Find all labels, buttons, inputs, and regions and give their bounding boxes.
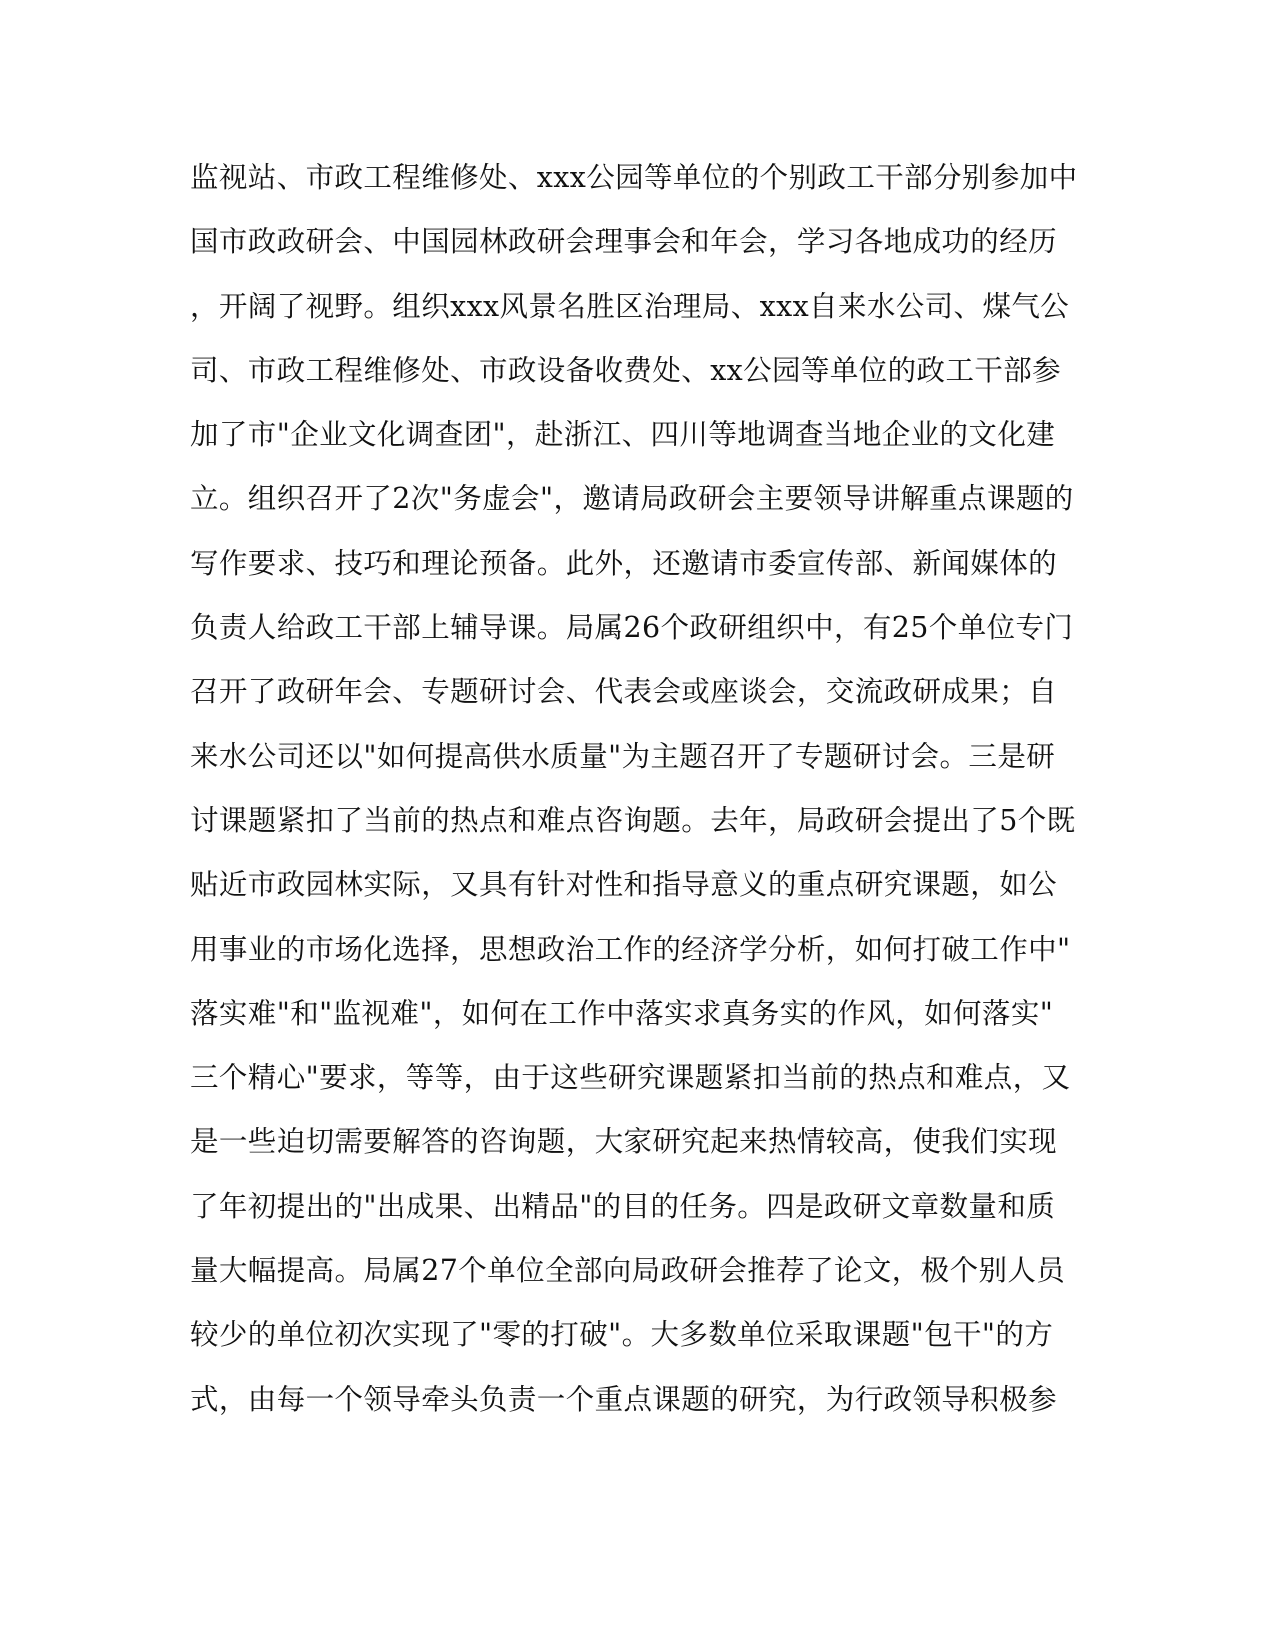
text-line: 立。组织召开了2次"务虚会"，邀请局政研会主要领导讲解重点课题的 [190,482,1074,516]
text-line: 较少的单位初次实现了"零的打破"。大多数单位采取课题"包干"的方 [190,1318,1054,1352]
text-line: 司、市政工程维修处、市政设备收费处、xx公园等单位的政工干部参 [190,353,1062,387]
text-line: ，开阔了视野。组织xxx风景名胜区治理局、xxx自来水公司、煤气公 [190,289,1070,323]
text-line: 国市政政研会、中国园林政研会理事会和年会，学习各地成功的经历 [190,225,1058,259]
text-line: 讨课题紧扣了当前的热点和难点咨询题。去年，局政研会提出了5个既 [190,803,1076,837]
text-line: 监视站、市政工程维修处、xxx公园等单位的个别政工干部分别参加中 [190,161,1078,194]
text-line: 量大幅提高。局属27个单位全部向局政研会推荐了论文，极个别人员 [190,1254,1066,1288]
text-line: 式，由每一个领导牵头负责一个重点课题的研究，为行政领导积极参 [190,1382,1058,1416]
text-line: 用事业的市场化选择，思想政治工作的经济学分析，如何打破工作中" [190,932,1071,966]
text-line: 贴近市政园林实际，又具有针对性和指导意义的重点研究课题，如公 [190,868,1058,902]
text-line: 落实难"和"监视难"，如何在工作中落实求真务实的作风，如何落实" [190,996,1054,1030]
text-line: 来水公司还以"如何提高供水质量"为主题召开了专题研讨会。三是研 [190,739,1056,773]
text-line: 三个精心"要求，等等，由于这些研究课题紧扣当前的热点和难点，又 [190,1061,1071,1095]
text-line: 加了市"企业文化调查团"，赴浙江、四川等地调查当地企业的文化建 [190,418,1056,452]
text-line: 召开了政研年会、专题研讨会、代表会或座谈会，交流政研成果；自 [190,675,1058,709]
text-line: 负责人给政工干部上辅导课。局属26个政研组织中，有25个单位专门 [190,611,1074,645]
text-line: 写作要求、技巧和理论预备。此外，还邀请市委宣传部、新闻媒体的 [190,546,1058,580]
text-line: 了年初提出的"出成果、出精品"的目的任务。四是政研文章数量和质 [190,1189,1056,1223]
text-line: 是一些迫切需要解答的咨询题，大家研究起来热情较高，使我们实现 [190,1125,1058,1159]
body-text [190,158,1090,1444]
